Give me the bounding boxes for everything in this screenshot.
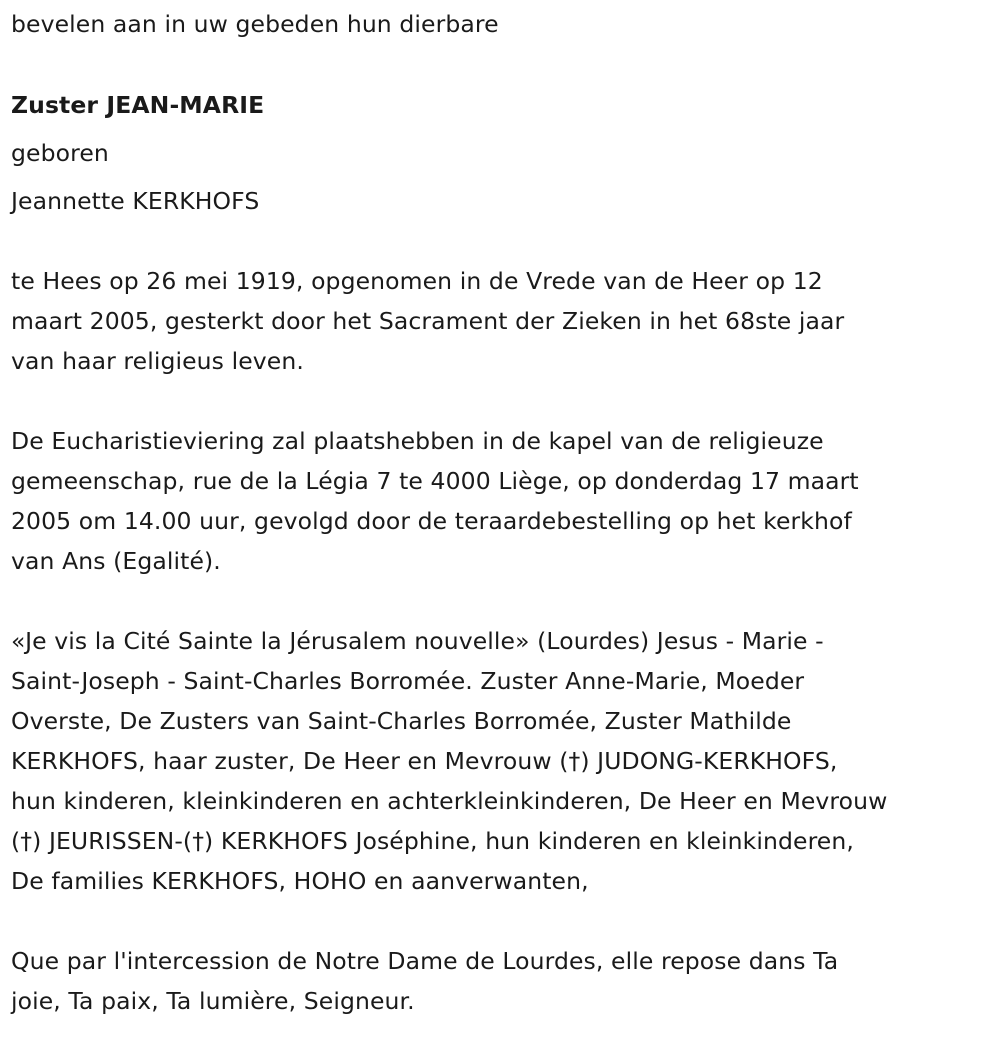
paragraph-2-line: De Eucharistieviering zal plaatshebben in de kapel van de religieuze [11,427,824,455]
paragraph-3-line: (†) JEURISSEN-(†) KERKHOFS Joséphine, hun kinderen en kleinkinderen, [11,827,854,855]
paragraph-3-line: Overste, De Zusters van Saint-Charles Borromée, Zuster Mathilde [11,707,792,735]
born-label: geboren [11,139,109,167]
paragraph-3-line: De families KERKHOFS, HOHO en aanverwanten, [11,867,589,895]
paragraph-2-line: gemeenschap, rue de la Légia 7 te 4000 Liège, op donderdag 17 maart [11,467,859,495]
paragraph-1-line: maart 2005, gesterkt door het Sacrament der Zieken in het 68ste jaar [11,307,845,335]
paragraph-1-line: te Hees op 26 mei 1919, opgenomen in de Vrede van de Heer op 12 [11,267,823,295]
paragraph-3-line: hun kinderen, kleinkinderen en achterkleinkinderen, De Heer en Mevrouw [11,787,888,815]
paragraph-2-line: van Ans (Egalité). [11,547,221,575]
paragraph-3-line: Saint-Joseph - Saint-Charles Borromée. Zuster Anne-Marie, Moeder [11,667,805,695]
paragraph-4-line: joie, Ta paix, Ta lumière, Seigneur. [11,987,415,1015]
paragraph-3-line: KERKHOFS, haar zuster, De Heer en Mevrouw (†) JUDONG-KERKHOFS, [11,747,838,775]
intro-line: bevelen aan in uw gebeden hun dierbare [11,10,499,38]
paragraph-1-line: van haar religieus leven. [11,347,304,375]
birth-name: Jeannette KERKHOFS [11,187,260,215]
paragraph-4-line: Que par l'intercession de Notre Dame de Lourdes, elle repose dans Ta [11,947,839,975]
paragraph-3-line: «Je vis la Cité Sainte la Jérusalem nouvelle» (Lourdes) Jesus - Marie - [11,627,824,655]
paragraph-2-line: 2005 om 14.00 uur, gevolgd door de teraardebestelling op het kerkhof [11,507,852,535]
deceased-name: Zuster JEAN-MARIE [11,91,265,119]
